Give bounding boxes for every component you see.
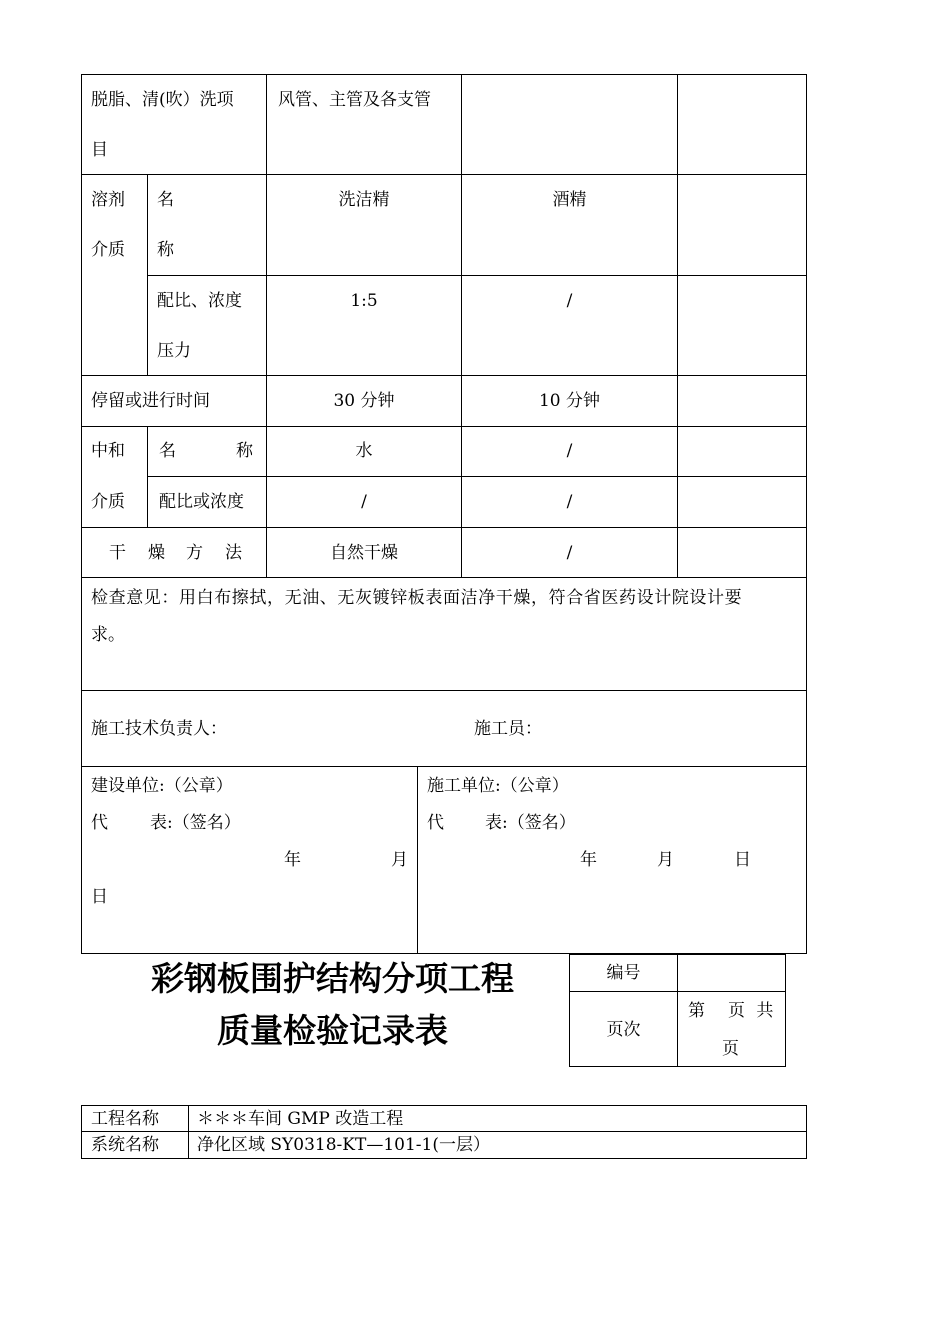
duration-value-1: 30 分钟 (333, 391, 395, 411)
drying-label-char-4: 法 (225, 543, 242, 563)
owner-rep-b: 表:（签名） (150, 813, 241, 833)
owner-month: 月 (391, 850, 408, 870)
solvent-ratio-value-1: 1:5 (350, 291, 378, 311)
drying-value-1: 自然干燥 (330, 543, 398, 563)
contractor-month: 月 (657, 850, 674, 870)
neutral-ratio-value-2: / (566, 492, 573, 512)
page-label: 页次 (606, 1020, 641, 1040)
number-label: 编号 (606, 963, 641, 983)
solvent-ratio-label-line1: 配比、浓度 (157, 291, 242, 311)
project-name-label: 工程名称 (91, 1109, 159, 1129)
drying-value-2: / (566, 543, 573, 563)
owner-rep-a: 代 (91, 813, 108, 833)
project-name-value: ＊＊＊车间 GMP 改造工程 (197, 1109, 404, 1129)
inspection-line2: 求。 (91, 625, 125, 645)
neutral-ratio-value-1: / (361, 492, 367, 512)
solvent-ratio-value-2: / (566, 291, 573, 311)
item-label-line1: 脱脂、清(吹）洗项 (91, 90, 234, 110)
drying-label-char-1: 干 (109, 543, 126, 563)
owner-day: 日 (91, 887, 108, 907)
solvent-group-line2: 介质 (91, 240, 125, 260)
system-name-label: 系统名称 (91, 1135, 159, 1155)
solvent-group-line1: 溶剂 (91, 190, 125, 210)
neutral-name-label-b: 称 (236, 441, 253, 461)
neutral-group-line1: 中和 (91, 441, 125, 461)
solvent-ratio-label-line2: 压力 (157, 341, 191, 361)
item-value: 风管、主管及各支管 (278, 90, 431, 110)
owner-unit: 建设单位:（公章） (91, 776, 233, 796)
solvent-name-value-1: 洗洁精 (338, 190, 390, 210)
form2-title-line2: 质量检验记录表 (217, 1011, 448, 1050)
worker-label: 施工员： (474, 719, 542, 739)
neutral-ratio-label: 配比或浓度 (159, 492, 244, 512)
system-name-value: 净化区域 SY0318-KT—101-1(一层） (197, 1135, 490, 1155)
contractor-year: 年 (580, 850, 597, 870)
item-label-line2: 目 (91, 140, 108, 160)
solvent-name-value-2: 酒精 (552, 190, 587, 210)
solvent-name-label-line1: 名 (157, 190, 174, 210)
page-value-line2: 页 (722, 1039, 739, 1059)
solvent-name-label-line2: 称 (157, 240, 174, 260)
form2-title-line1: 彩钢板围护结构分项工程 (151, 959, 514, 998)
contractor-day: 日 (734, 850, 751, 870)
neutral-group-line2: 介质 (91, 492, 125, 512)
inspection-line1: 检查意见：用白布擦拭，无油、无灰镀锌板表面洁净干燥，符合省医药设计院设计要 (91, 588, 743, 608)
neutral-name-value-2: / (566, 441, 573, 461)
duration-value-2: 10 分钟 (538, 391, 601, 411)
duration-label: 停留或进行时间 (91, 391, 210, 411)
neutral-name-value-1: 水 (355, 441, 373, 461)
drying-label-char-3: 方 (186, 543, 203, 563)
owner-year: 年 (284, 850, 301, 870)
contractor-unit: 施工单位:（公章） (427, 776, 569, 796)
neutral-name-label-a: 名 (159, 441, 176, 461)
contractor-rep-a: 代 (427, 813, 444, 833)
tech-lead-label: 施工技术负责人： (91, 719, 227, 739)
page-value-line1: 第 页 共 (688, 1001, 777, 1021)
drying-label-char-2: 燥 (148, 543, 165, 563)
contractor-rep-b: 表:（签名） (485, 813, 576, 833)
